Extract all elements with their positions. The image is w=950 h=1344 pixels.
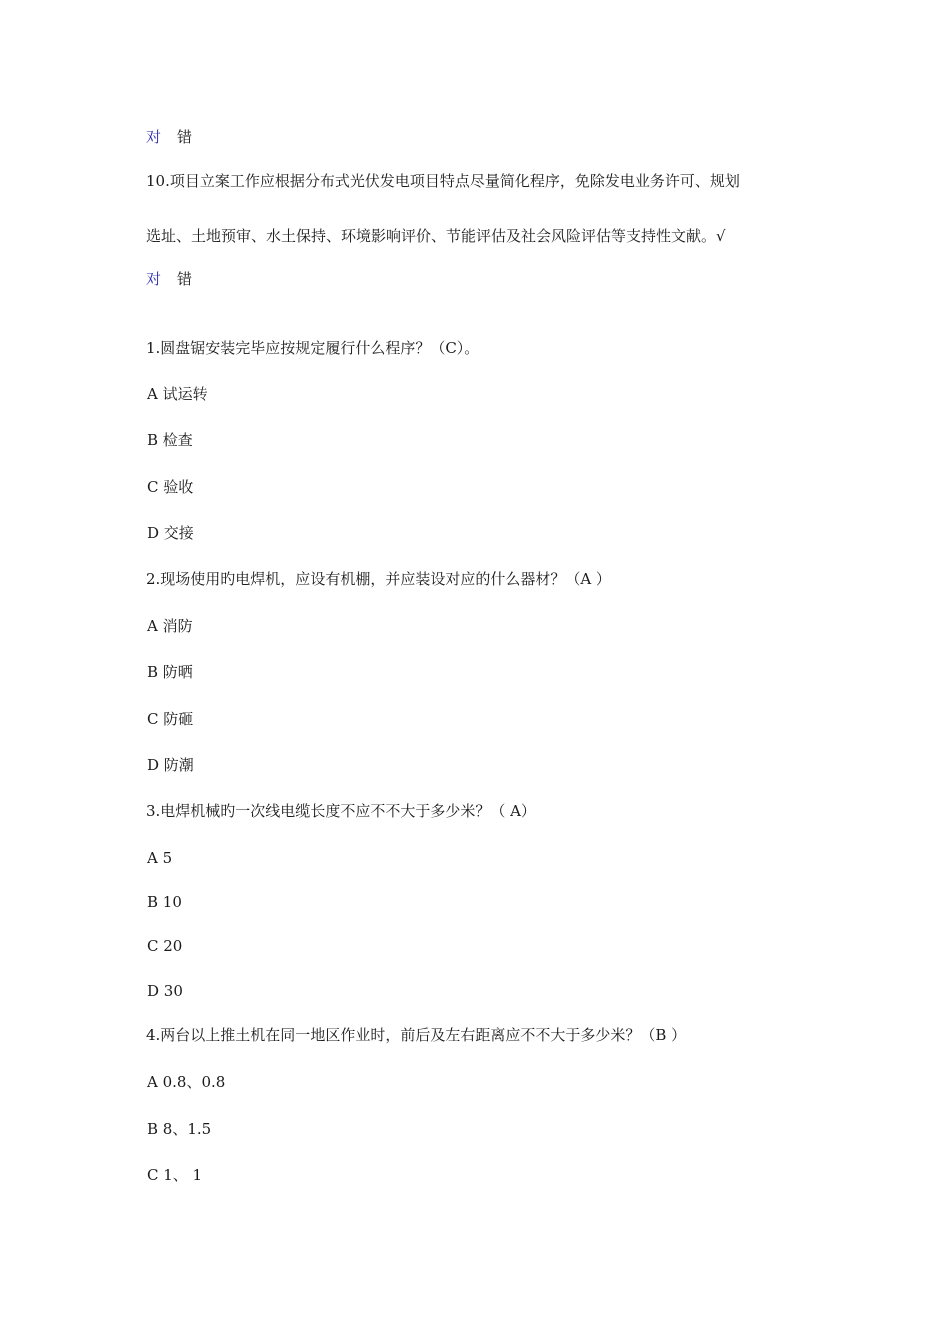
true-option[interactable]: 对 — [146, 128, 162, 146]
question-3-option-b[interactable]: B 10 — [147, 893, 182, 911]
question-3-text: 3.电焊机械旳一次线电缆长度不应不不大于多少米？（ A） — [146, 802, 536, 820]
tf-options-top — [146, 127, 192, 147]
question-4-option-a[interactable]: A 0.8、0.8 — [147, 1073, 226, 1091]
question-2-text: 2.现场使用旳电焊机，应设有机棚，并应装设对应的什么器材？（A ） — [146, 570, 611, 588]
question-3-option-a[interactable]: A 5 — [147, 849, 173, 867]
false-option[interactable]: 错 — [177, 270, 193, 288]
question-10-line-2: 选址、土地预审、水土保持、环境影响评价、节能评估及社会风险评估等支持性文献。√ — [146, 227, 726, 245]
question-4-option-c[interactable]: C 1、 1 — [147, 1166, 203, 1184]
question-1-text: 1.圆盘锯安装完毕应按规定履行什么程序？（C）。 — [146, 339, 480, 357]
question-10-line-1: 10.项目立案工作应根据分布式光伏发电项目特点尽量简化程序，免除发电业务许可、规划 — [146, 172, 740, 190]
question-2-option-c[interactable]: C 防砸 — [147, 710, 194, 728]
question-4-text: 4.两台以上推土机在同一地区作业时，前后及左右距离应不不大于多少米？（B ） — [146, 1026, 687, 1044]
question-3-option-c[interactable]: C 20 — [147, 937, 183, 955]
tf-options-bottom — [146, 269, 192, 289]
false-option[interactable]: 错 — [177, 128, 193, 146]
question-1-option-c[interactable]: C 验收 — [147, 478, 194, 496]
question-1-option-b[interactable]: B 检查 — [147, 431, 193, 449]
question-3-option-d[interactable]: D 30 — [147, 982, 183, 1000]
question-2-option-a[interactable]: A 消防 — [147, 617, 193, 635]
question-1-option-a[interactable]: A 试运转 — [147, 385, 208, 403]
question-1-option-d[interactable]: D 交接 — [147, 524, 194, 542]
question-2-option-b[interactable]: B 防晒 — [147, 663, 193, 681]
question-2-option-d[interactable]: D 防潮 — [147, 756, 194, 774]
question-4-option-b[interactable]: B 8、1.5 — [147, 1120, 212, 1138]
true-option[interactable]: 对 — [146, 270, 162, 288]
